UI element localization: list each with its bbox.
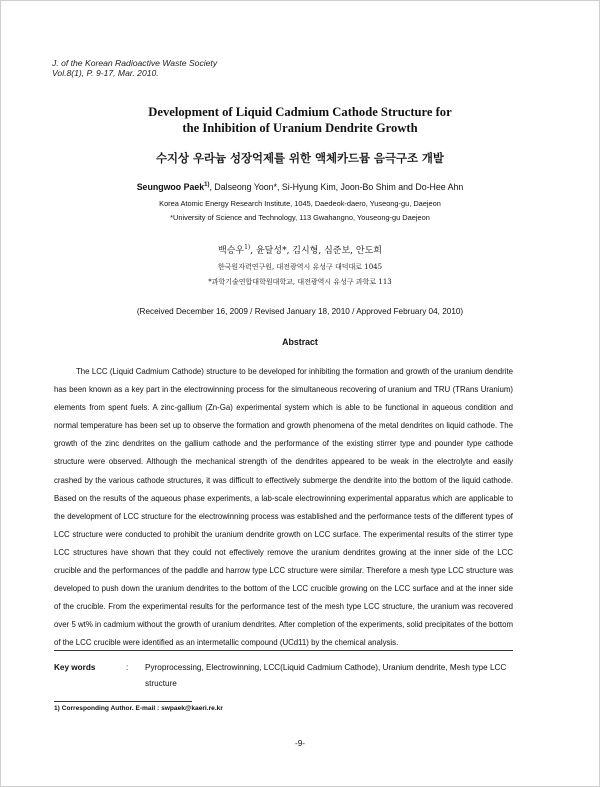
journal-citation	[52, 58, 217, 78]
keywords-colon: :	[126, 663, 129, 672]
paper-title	[0, 104, 600, 136]
journal-volume: Vol.8(1), P. 9-17, Mar. 2010.	[52, 68, 159, 78]
received-dates: (Received December 16, 2009 / Revised January 18, 2010 / Approved February 04, 2010)	[136, 307, 464, 316]
keywords-divider	[54, 650, 513, 651]
corresponding-author-footnote	[54, 705, 223, 712]
paper-title-korean: 수지상 우라늄 성장억제를 위한 액체카드뮴 음극구조 개발	[156, 151, 444, 165]
first-author-korean: 백승우	[218, 246, 245, 256]
journal-name: J. of the Korean Radioactive Waste Society	[52, 58, 218, 68]
other-authors: , Dalseong Yoon*, Si-Hyung Kim, Joon-Bo Shim and Do-Hee Ahn	[209, 182, 464, 192]
paper-title-line-1: Development of Liquid Cadmium Cathode Structure for	[148, 105, 452, 119]
footnote-label: 1) Corresponding Author. E-mail :	[54, 705, 160, 712]
paper-title-line-2: the Inhibition of Uranium Dendrite Growth	[182, 121, 418, 135]
page-number: -9-	[294, 739, 305, 748]
affiliation-1: Korea Atomic Energy Research Institute, 1045, Daedeok-daero, Yuseong-gu, Daejeon	[159, 199, 441, 208]
abstract-body: The LCC (Liquid Cadmium Cathode) structure to be developed for inhibiting the formation and growth of the uranium dendrite has been known as a key part in the electrowinning process for the simultaneous recovering of uranium and TRU (TRans Uranium) elements from spent fuels. A zinc-gallium (Zn-Ga) experimental system which is able to be functional in aqueous condition and normal temperature has been set up to observe the formation and growth phenomena of the metal dendrites on liquid cathode. The growth of the zinc dendrites on the gallium cathode and the performance of the existing stirrer type and pounder type cathode structure were observed. Although the mechanical strength of the dendrites appeared to be weak in the electrolyte and easily crashed by the various cathode structures, it was difficult to effectively submerge the dendrite into the bottom of the liquid cathode. Based on the results of the aqueous phase experiments, a lab-scale electrowinning experimental apparatus which are applicable to the development of LCC structure for the electrowinning process was established and the performance tests of the different types of LCC structure were conducted to prohibit the uranium dendrite growth on LCC surface. The experimental results of the stirrer type LCC structures have shown that they could not effectively remove the uranium dendrites growing at the inner side of the LCC crucible and the performances of the paddle and harrow type LCC structure were similar. Therefore a mesh type LCC structure was developed to push down the uranium dendrites to the bottom of the LCC crucible growing on the LCC surface and at the inner side of the crucible. From the experimental results for the performance test of the mesh type LCC structure, the uranium was recovered over 5 wt% in cadmium without the growth of uranium dendrites. After completion of the experiments, solid precipitates of the bottom of the LCC crucible were identified as an intermetallic compound (UCd11) by the chemical analysis.	[54, 367, 513, 648]
other-authors-korean: , 윤달성*, 김시형, 심준보, 안도희	[250, 246, 382, 256]
keywords-text: Pyroprocessing, Electrowinning, LCC(Liquid Cadmium Cathode), Uranium dendrite, Mesh type LCC structure	[145, 663, 507, 688]
first-author-korean-mark: 1)	[244, 244, 251, 251]
first-author: Seungwoo Paek	[136, 182, 205, 192]
abstract-heading: Abstract	[282, 337, 318, 347]
footnote-divider	[54, 701, 192, 702]
affiliation-korean-1: 한국원자력연구원, 대전광역시 유성구 대덕대로 1045	[217, 263, 383, 271]
first-author-mark: 1)	[204, 182, 210, 189]
footnote-email[interactable]: swpaek@kaeri.re.kr	[161, 705, 223, 712]
affiliation-2: *University of Science and Technology, 113 Gwahangno, Youseong-gu Daejeon	[170, 213, 430, 222]
affiliation-korean-2: *과학기술연합대학원대학교, 대전광역시 유성구 과학로 113	[208, 278, 392, 286]
author-list-korean	[0, 243, 600, 256]
author-list	[0, 182, 600, 192]
keywords-label: Key words	[54, 663, 96, 672]
